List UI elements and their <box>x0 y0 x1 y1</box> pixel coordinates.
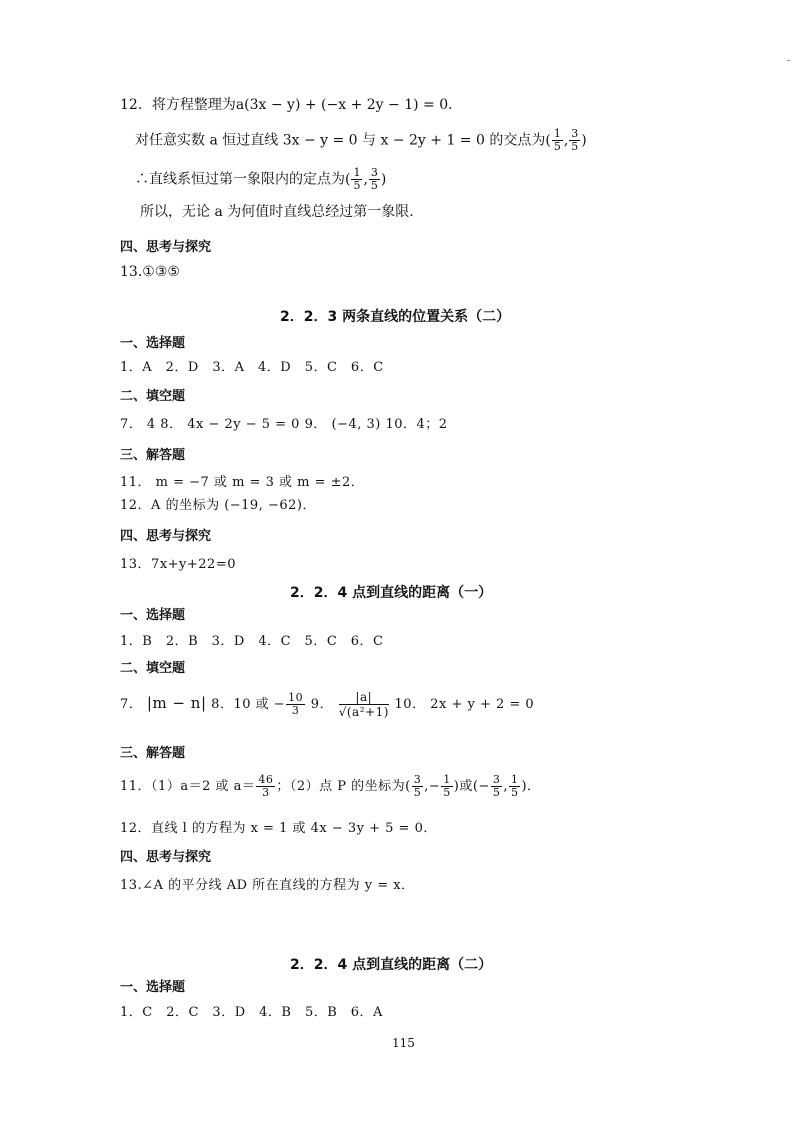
fraction-1-5: $\frac{1}{5}$ <box>553 127 561 153</box>
section-title-224a: 2．2．4 点到直线的距离（一） <box>290 585 493 601</box>
section-title-223: 2．2．3 两条直线的位置关系（二） <box>280 309 511 325</box>
answer-11: 11． m = −7 或 m = 3 或 m = ±2． <box>120 475 365 490</box>
fraction-10-3: $\frac{10}{3}$ <box>288 691 304 717</box>
q12-line2: 对任意实数 a 恒过直线 3x − y = 0 与 x − 2y + 1 = 0 的交点为( $\frac{1}{5}$ , $\frac{3}{5}$ ) <box>135 127 587 153</box>
choice-answers: 1．C 2．C 3．D 4．B 5．B 6．A <box>120 1005 383 1020</box>
heading-choice: 一、选择题 <box>120 980 186 995</box>
section-title-224b: 2．2．4 点到直线的距离（二） <box>290 957 493 973</box>
q12-line1: 12．将方程整理为a(3x − y) + (−x + 2y − 1) = 0． <box>120 97 463 113</box>
fill-answers: 7． |m − n| 8．10 或 − $\frac{10}{3}$ 9． $\frac{|a|}{\text{√(a²+1)}}$ 10． 2x + y + 2 = 0 <box>120 690 535 719</box>
choice-answers: 1．B 2．B 3．D 4．C 5．C 6．C <box>120 634 384 649</box>
page-number: 115 <box>392 1036 415 1050</box>
heading-choice: 一、选择题 <box>120 336 186 351</box>
answer-12: 12．A 的坐标为 (−19, −62)． <box>120 498 316 513</box>
answer-13: 13．7x+y+22=0 <box>120 557 236 572</box>
heading-fill: 二、填空题 <box>120 389 186 404</box>
heading-think: 四、思考与探究 <box>120 850 212 865</box>
heading-fill: 二、填空题 <box>120 661 186 676</box>
heading-think: 四、思考与探究 <box>120 529 212 544</box>
fraction-abs-a-over-sqrt: $\frac{|a|}{\text{√(a²+1)}}$ <box>338 690 389 719</box>
answer-13: 13.∠A 的平分线 AD 所在直线的方程为 y = x． <box>120 878 415 893</box>
heading-choice: 一、选择题 <box>120 608 186 623</box>
heading-solve: 三、解答题 <box>120 448 186 463</box>
heading-solve: 三、解答题 <box>120 746 186 761</box>
fraction-3-5: $\frac{3}{5}$ <box>571 127 579 153</box>
scan-mark <box>787 60 790 61</box>
q12-line4: 所以，无论 a 为何值时直线总经过第一象限. <box>140 204 414 220</box>
section-heading: 四、思考与探究 <box>120 240 212 255</box>
choice-answers: 1．A 2．D 3．A 4．D 5．C 6．C <box>120 360 384 375</box>
fill-answers: 7． 4 8． 4x − 2y − 5 = 0 9． (−4, 3) 10．4；2 <box>120 417 448 432</box>
answer-11: 11．（1）a＝2 或 a＝ $\frac{46}{3}$ ；（2）点 P 的坐标为( $\frac{3}{5}$ ,− $\frac{1}{5}$ )或(− $\frac{3}{5}$ , $\frac{1}{5}$ )． <box>120 773 541 799</box>
fraction-46-3: $\frac{46}{3}$ <box>258 773 274 799</box>
q12-line3: ∴直线系恒过第一象限内的定点为( $\frac{1}{5}$ , $\frac{3}{5}$ ) <box>135 166 387 192</box>
answer-13: 13.①③⑤ <box>120 264 180 280</box>
answer-12: 12．直线 l 的方程为 x = 1 或 4x − 3y + 5 = 0． <box>120 821 437 836</box>
